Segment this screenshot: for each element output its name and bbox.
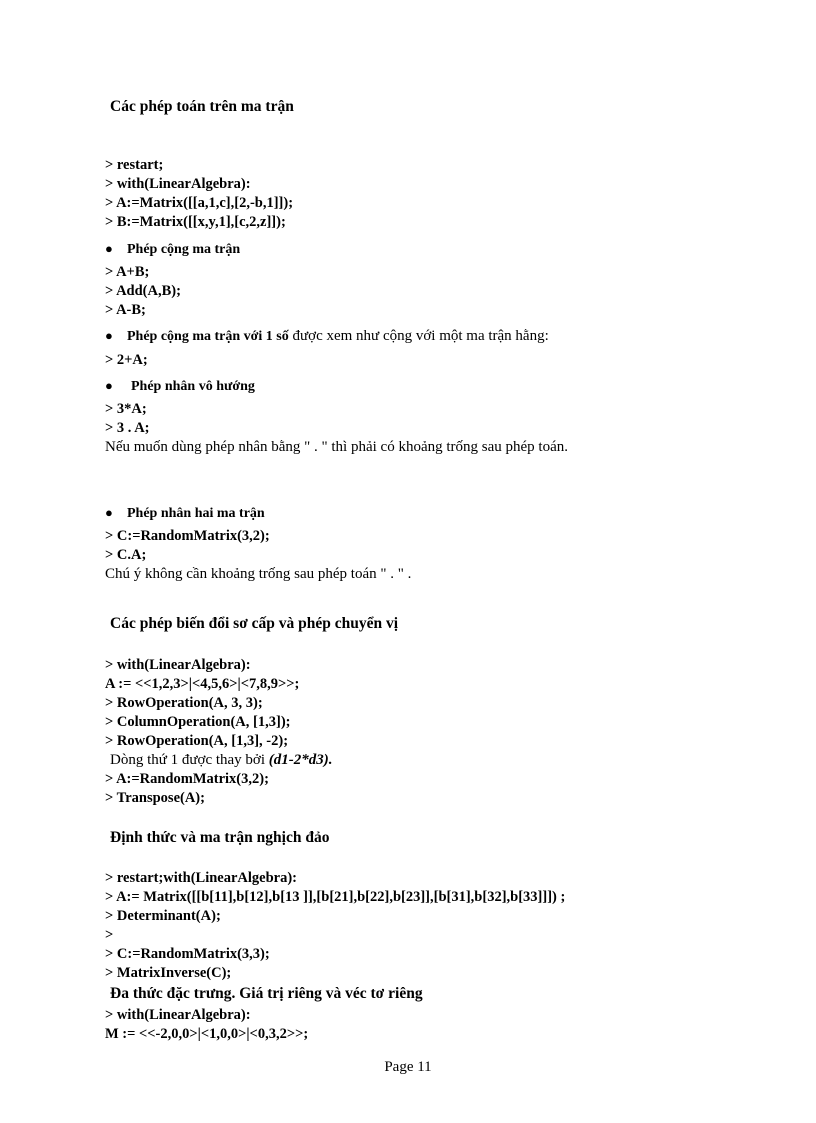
code-line: > C.A;	[105, 547, 147, 563]
code-line: > Determinant(A);	[105, 908, 221, 924]
code-line: > with(LinearAlgebra):	[105, 657, 251, 673]
bullet-item: ● Phép nhân vô hướng	[105, 378, 255, 394]
code-line: > A-B;	[105, 302, 146, 318]
code-line: >	[105, 927, 114, 943]
code-line: > MatrixInverse(C);	[105, 965, 232, 981]
note-text: Nếu muốn dùng phép nhân bằng " . " thì phải có khoảng trống sau phép toán.	[105, 439, 568, 455]
bullet-item: ● Phép cộng ma trận	[105, 241, 241, 257]
code-line: > 3 . A;	[105, 420, 150, 436]
code-line: > A+B;	[105, 264, 150, 280]
code-line: > A:= Matrix([[b[11],b[12],b[13 ]],[b[21],b[22],b[23]],[b[31],b[32],b[33]]]) ;	[105, 889, 566, 905]
bullet-icon: ●	[105, 505, 113, 520]
code-line: > B:=Matrix([[x,y,1],[c,2,z]]);	[105, 214, 286, 230]
code-line: > ColumnOperation(A, [1,3]);	[105, 714, 291, 730]
code-line: > Transpose(A);	[105, 790, 205, 806]
code-line: > with(LinearAlgebra):	[105, 176, 251, 192]
section-heading: Các phép toán trên ma trận	[110, 98, 294, 115]
bullet-item: ● Phép cộng ma trận với 1 số được xem như cộng với một ma trận hằng:	[105, 328, 549, 344]
section-heading: Các phép biến đổi sơ cấp và phép chuyển vị	[110, 615, 399, 632]
code-line: > A:=RandomMatrix(3,2);	[105, 771, 269, 787]
bullet-item: ● Phép nhân hai ma trận	[105, 505, 265, 521]
code-line: > Add(A,B);	[105, 283, 181, 299]
bullet-icon: ●	[105, 328, 113, 343]
code-line: A := <<1,2,3>|<4,5,6>|<7,8,9>>;	[105, 676, 300, 692]
code-line: M := <<-2,0,0>|<1,0,0>|<0,3,2>>;	[105, 1026, 309, 1042]
code-line: > RowOperation(A, [1,3], -2);	[105, 733, 289, 749]
code-line: > 2+A;	[105, 352, 148, 368]
note-text: Chú ý không cần khoảng trống sau phép toán " . " .	[105, 566, 412, 582]
code-line: > with(LinearAlgebra):	[105, 1007, 251, 1023]
code-line: > 3*A;	[105, 401, 147, 417]
section-heading: Định thức và ma trận nghịch đảo	[110, 829, 330, 846]
bullet-icon: ●	[105, 378, 113, 393]
code-line: > restart;with(LinearAlgebra):	[105, 870, 298, 886]
code-line: > C:=RandomMatrix(3,3);	[105, 946, 270, 962]
code-line: > RowOperation(A, 3, 3);	[105, 695, 263, 711]
bullet-icon: ●	[105, 241, 113, 256]
code-line: > A:=Matrix([[a,1,c],[2,-b,1]]);	[105, 195, 294, 211]
code-line: > C:=RandomMatrix(3,2);	[105, 528, 270, 544]
page-number: Page 11	[384, 1059, 432, 1075]
code-line: > restart;	[105, 157, 164, 173]
note-text: Dòng thứ 1 được thay bởi (d1-2*d3).	[110, 752, 333, 768]
section-heading: Đa thức đặc trưng. Giá trị riêng và véc tơ riêng	[110, 985, 423, 1002]
